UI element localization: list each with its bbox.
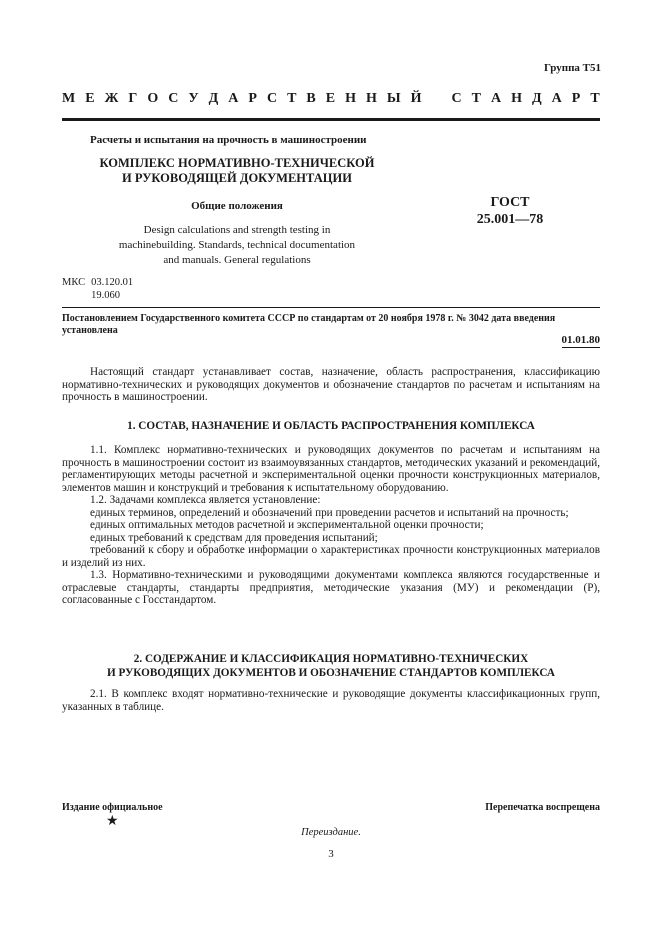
header-letter: М: [62, 91, 76, 106]
header-letter: Г: [128, 91, 138, 106]
reissue-note: Переиздание.: [301, 827, 361, 838]
header-letter: Е: [85, 91, 95, 106]
paragraph-1-1: 1.1. Комплекс нормативно-технических и руководящих документов по расчетам и испытаниям на прочность в машиностроении состоит из взаимоувязанных стандартов, методических указаний и рекомендаций, регламентирующих методы расчетной и экспериментальной оценки прочности конструкционных материалов, элементов машин и конструкций и требования к испытательному оборудованию.: [62, 444, 600, 494]
section-2-body: [62, 688, 600, 713]
header-letter: А: [228, 91, 239, 106]
paragraph: Настоящий стандарт устанавливает состав, назначение, область распространения, классификацию нормативно-технических и руководящих документов и обозначение стандартов по расчетам и испытаниям на прочность в машиностроении.: [62, 366, 600, 403]
decree-text: Постановлением Государственного комитета СССР по стандартам от 20 ноября 1978 г. № 3042 дата введения установлена: [62, 313, 556, 336]
page-number: 3: [328, 848, 334, 860]
decree-rule: [62, 307, 600, 308]
official-edition-label: Издание официальное: [62, 802, 163, 813]
header-letter: Ы: [386, 91, 401, 106]
interstate-standard-header: [62, 91, 600, 111]
reprint-prohibited-label: Перепечатка воспрещена: [485, 802, 600, 813]
introduction-date: 01.01.80: [561, 334, 600, 346]
mks-code: 03.120.01: [91, 277, 134, 288]
header-letter: Т: [287, 91, 297, 106]
section-2-heading-line-2: И РУКОВОДЯЩИХ ДОКУМЕНТОВ И ОБОЗНАЧЕНИЕ СТАНДАРТОВ КОМПЛЕКСА: [107, 666, 555, 679]
document-title-line-1: КОМПЛЕКС НОРМАТИВНО-ТЕХНИЧЕСКОЙ: [99, 156, 375, 170]
document-title-line-2: И РУКОВОДЯЩЕЙ ДОКУМЕНТАЦИИ: [122, 171, 352, 185]
gost-number: 25.001—78: [476, 212, 544, 227]
header-letter: В: [306, 91, 316, 106]
series-title: Расчеты и испытания на прочность в машиностроении: [90, 134, 367, 146]
english-title-line-3: and manuals. General regulations: [163, 254, 311, 266]
gost-label: ГОСТ: [490, 195, 530, 210]
mks-code: 19.060: [91, 289, 120, 301]
mks-codes: [62, 277, 133, 302]
section-1-body: [62, 444, 600, 607]
document-title: [62, 156, 412, 186]
header-letter: А: [551, 91, 562, 106]
classification-group: Группа Т51: [543, 62, 601, 74]
header-letter: Ж: [104, 91, 119, 106]
header-letter: С: [451, 91, 462, 106]
header-letter: Р: [571, 91, 581, 106]
header-letter: А: [491, 91, 502, 106]
star-icon: ★: [106, 814, 119, 829]
paragraph-2-1: 2.1. В комплекс входят нормативно-технические и руководящие документы классификационных групп, указанных в таблице.: [62, 688, 600, 713]
header-letter: Й: [410, 91, 422, 106]
header-letter: Н: [366, 91, 377, 106]
paragraph-1-3: 1.3. Нормативно-техническими и руководящими документами комплекса являются государственные и отраслевые стандарты, стандарты предприятия, методические указания (МУ) и рекомендации (Р), согласованные с Госстандартом.: [62, 569, 600, 606]
header-letter: Н: [345, 91, 356, 106]
mks-label: МКС: [62, 277, 86, 288]
header-letter: Д: [532, 91, 542, 106]
header-letter: Р: [248, 91, 257, 106]
english-title-line-2: machinebuilding. Standards, technical documentation: [118, 239, 356, 251]
header-letter: С: [168, 91, 179, 106]
header-letter: Т: [590, 91, 600, 106]
list-item: единых требований к средствам для проведения испытаний;: [90, 531, 378, 544]
paragraph-1-2: 1.2. Задачами комплекса является установление:: [90, 494, 321, 506]
header-letter: Д: [208, 91, 219, 106]
list-item: единых терминов, определений и обозначений при проведении расчетов и испытаний на прочность;: [90, 506, 569, 519]
header-letter: Т: [471, 91, 481, 106]
section-2-heading-line-1: 2. СОДЕРЖАНИЕ И КЛАССИФИКАЦИЯ НОРМАТИВНО-ТЕХНИЧЕСКИХ: [133, 653, 529, 665]
header-letter: С: [266, 91, 278, 106]
intro-paragraph: [62, 366, 600, 404]
header-letter: Е: [325, 91, 336, 106]
header-letter: Н: [511, 91, 523, 106]
header-letter: У: [188, 91, 199, 106]
section-1-heading: 1. СОСТАВ, НАЗНАЧЕНИЕ И ОБЛАСТЬ РАСПРОСТРАНЕНИЯ КОМПЛЕКСА: [127, 420, 535, 432]
gost-designation: [470, 194, 550, 228]
list-item: требований к сбору и обработке информации о характеристиках прочности конструкционных материалов и изделий из них.: [62, 544, 600, 569]
header-rule: [62, 118, 600, 121]
english-title-line-1: Design calculations and strength testing in: [143, 224, 331, 236]
document-subtitle: Общие положения: [191, 200, 283, 212]
section-2-heading: [62, 653, 600, 680]
list-item: единых оптимальных методов расчетной и экспериментальной оценки прочности;: [90, 519, 484, 531]
header-letter: О: [147, 91, 159, 106]
english-title: [62, 223, 412, 268]
